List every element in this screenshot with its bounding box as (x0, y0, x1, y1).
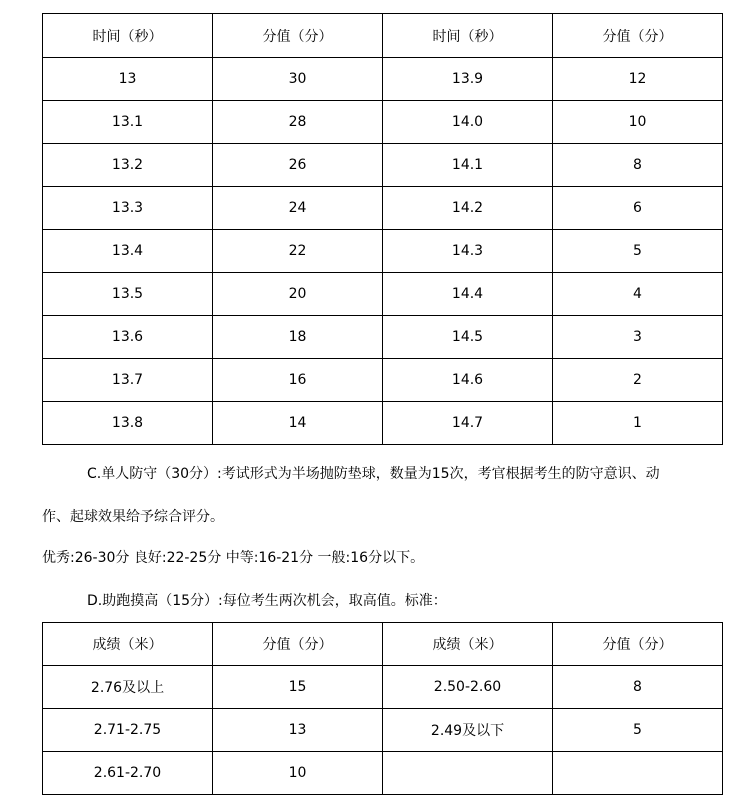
table-cell: 2 (553, 359, 723, 402)
table-cell: 5 (553, 230, 723, 273)
table-header-cell: 时间（秒） (43, 14, 213, 58)
table-cell: 30 (213, 58, 383, 101)
table-cell: 14.3 (383, 230, 553, 273)
table-header-cell: 分值（分） (553, 14, 723, 58)
table-cell: 13.1 (43, 101, 213, 144)
table-cell: 13.4 (43, 230, 213, 273)
table-cell: 2.71-2.75 (43, 709, 213, 752)
table-header-cell: 分值（分） (553, 623, 723, 666)
table-cell: 8 (553, 144, 723, 187)
table-header-cell: 时间（秒） (383, 14, 553, 58)
table-row (43, 187, 723, 230)
table-cell: 8 (553, 666, 723, 709)
table-row (43, 101, 723, 144)
table-cell: 4 (553, 273, 723, 316)
table-cell: 1 (553, 402, 723, 445)
table-cell: 2.76及以上 (43, 666, 213, 709)
table-cell: 24 (213, 187, 383, 230)
table-cell: 13.9 (383, 58, 553, 101)
jump-reach-score-table (42, 622, 723, 795)
table-cell: 12 (553, 58, 723, 101)
table-cell: 14.7 (383, 402, 553, 445)
table-row (43, 666, 723, 709)
table-cell: 2.49及以下 (383, 709, 553, 752)
table-cell: 15 (213, 666, 383, 709)
table-cell: 13.5 (43, 273, 213, 316)
table-cell: 13 (43, 58, 213, 101)
table-cell: 6 (553, 187, 723, 230)
table-row (43, 230, 723, 273)
table-cell: 13 (213, 709, 383, 752)
paragraph-c-line1: C.单人防守（30分）:考试形式为半场抛防垫球，数量为15次，考官根据考生的防守意识、动 (87, 466, 660, 482)
table-cell: 13.7 (43, 359, 213, 402)
table-cell: 13.2 (43, 144, 213, 187)
table-cell (553, 752, 723, 795)
table-row (43, 58, 723, 101)
table-cell: 28 (213, 101, 383, 144)
table-cell: 26 (213, 144, 383, 187)
table-cell: 18 (213, 316, 383, 359)
paragraph-d: D.助跑摸高（15分）:每位考生两次机会，取高值。标准： (87, 593, 447, 609)
table-cell: 14.5 (383, 316, 553, 359)
table-cell: 13.3 (43, 187, 213, 230)
table-header-cell: 分值（分） (213, 14, 383, 58)
table-header-cell: 成绩（米） (43, 623, 213, 666)
table-header-row (43, 623, 723, 666)
table-row (43, 359, 723, 402)
table-row (43, 316, 723, 359)
table-header-row (43, 14, 723, 58)
table-row (43, 402, 723, 445)
table-cell: 14.0 (383, 101, 553, 144)
table-cell: 10 (213, 752, 383, 795)
paragraph-c-line2: 作、起球效果给予综合评分。 (42, 509, 224, 525)
table-cell: 14.2 (383, 187, 553, 230)
table-header-cell: 成绩（米） (383, 623, 553, 666)
table-cell: 13.8 (43, 402, 213, 445)
table-cell: 5 (553, 709, 723, 752)
table-cell: 16 (213, 359, 383, 402)
table-cell: 10 (553, 101, 723, 144)
table-row (43, 709, 723, 752)
table-cell: 14 (213, 402, 383, 445)
table-row (43, 752, 723, 795)
table-cell: 2.61-2.70 (43, 752, 213, 795)
table-cell: 14.1 (383, 144, 553, 187)
table-cell: 14.4 (383, 273, 553, 316)
table-row (43, 144, 723, 187)
table-cell: 3 (553, 316, 723, 359)
table-row (43, 273, 723, 316)
table-cell (383, 752, 553, 795)
table-cell: 14.6 (383, 359, 553, 402)
table-header-cell: 分值（分） (213, 623, 383, 666)
table-cell: 20 (213, 273, 383, 316)
sprint-score-table (42, 13, 723, 445)
grade-levels: 优秀:26-30分 良好:22-25分 中等:16-21分 一般:16分以下。 (42, 550, 425, 566)
table-cell: 13.6 (43, 316, 213, 359)
table-cell: 22 (213, 230, 383, 273)
table-cell: 2.50-2.60 (383, 666, 553, 709)
